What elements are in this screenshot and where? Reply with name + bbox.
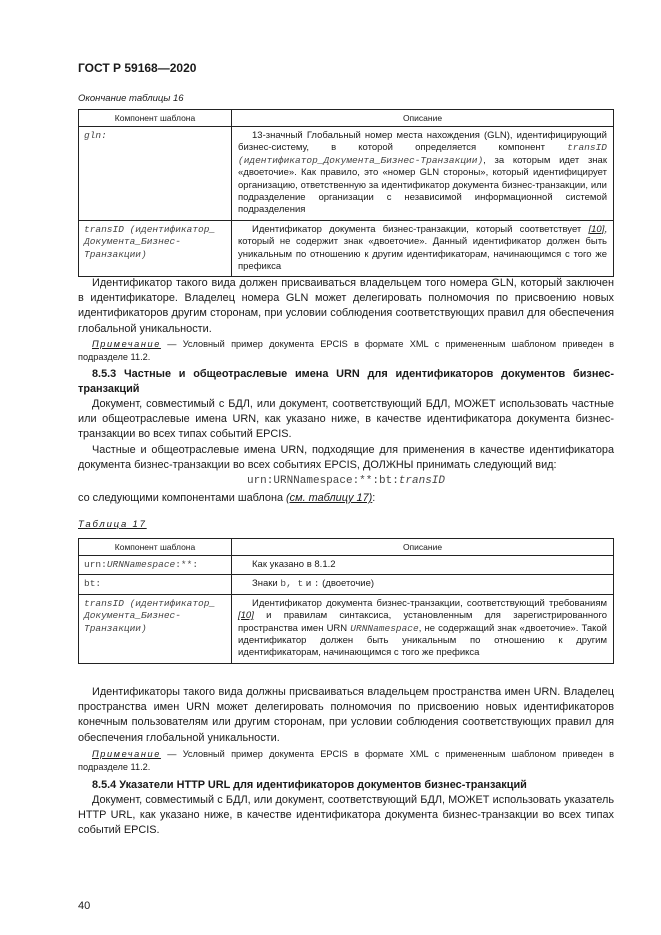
template-component-cell: transID (идентификатор_ Документа_Бизнес-Транзакции): [79, 220, 232, 277]
paragraph: со следующими компонентами шаблона (см. таблицу 17):: [78, 492, 376, 504]
paragraph: Идентификаторы такого вида должны присваиваться владельцем пространства имен URN. Владелец пространства имен URN может делегировать полномочия по присвоению новых идентификаторов конечным пользователям или другим сторонам, при условии соблюдения соответствующих правил для обеспечения глобальной уникальности.: [78, 686, 614, 744]
table-16-caption: Окончание таблицы 16: [78, 93, 184, 104]
reference-link: (см. таблицу 17): [286, 492, 373, 504]
note: Примечание — Условный пример документа EPCIS в формате XML с примененным шаблоном приведен в подразделе 11.2.: [78, 749, 614, 772]
table-row: [79, 594, 614, 663]
column-header: Компонент шаблона: [79, 539, 232, 556]
urn-template-line: urn:URNNamespace:**:bt:transID: [246, 475, 446, 487]
template-component-cell: urn:URNNamespace:**:: [79, 556, 232, 575]
template-component-cell: bt:: [79, 575, 232, 594]
paragraph: Идентификатор такого вида должен присваиваться владельцем того номера GLN, который заключен в идентификаторе. Владелец номера GLN может делегировать полномочия по присвоению новых идентификаторов другим сторонам, при условии соблюдения соответствующих правил для обеспечения глобальной уникальности.: [78, 277, 614, 335]
paragraph: Документ, совместимый с БДЛ, или документ, соответствующий БДЛ, МОЖЕТ использовать частные или общеотраслевые имена URN, как указано ниже, в качестве идентификатора документа бизнес-транзакции во всех типах событий EPCIS.: [78, 398, 614, 441]
description-cell: Идентификатор документа бизнес-транзакции, соответствующий требованиям [10] и правилам синтаксиса, установленным для зарегистрированного пространства имен URN URNNamespace, не содержащий знак «двоеточие». Такой идентификатор должен быть уникальным по отношению к другим идентификаторам, начинающимся с того же префикса: [232, 594, 614, 663]
table-row: [79, 220, 614, 277]
column-header: Описание: [232, 110, 614, 127]
template-component-cell: gln:: [79, 127, 232, 221]
table-17: [78, 538, 614, 664]
table-16: [78, 109, 614, 277]
description-cell: 13-значный Глобальный номер места нахождения (GLN), идентифицирующий бизнес-систему, в которой определяется компонент transID (идентификатор_Документа_Бизнес-Транзакции), за которым идет знак «двоеточие». Как правило, это «номер GLN стороны», который идентифицирует организацию, ответственную за идентификатор документа бизнес-транзакции, или подразделение организации с независимой информационной системой подразделения: [232, 127, 614, 221]
column-header: Компонент шаблона: [79, 110, 232, 127]
table-row: [79, 575, 614, 594]
description-cell: Идентификатор документа бизнес-транзакции, который соответствует [10], который не содержит знак «двоеточие». Данный идентификатор должен быть уникальным по отношению к другим идентификаторам, начинающимся с того же префикса: [232, 220, 614, 277]
table-header-row: [79, 110, 614, 127]
paragraph: Частные и общеотраслевые имена URN, подходящие для применения в качестве идентификатора документа бизнес-транзакции во всех событиях EPCIS, ДОЛЖНЫ принимать следующий вид:: [78, 444, 614, 472]
reference-link: [10]: [588, 223, 605, 235]
document-header: ГОСТ Р 59168—2020: [78, 61, 197, 75]
table-header-row: [79, 539, 614, 556]
description-cell: Как указано в 8.1.2: [232, 556, 614, 575]
column-header: Описание: [232, 539, 614, 556]
note: Примечание — Условный пример документа EPCIS в формате XML с примененным шаблоном приведен в подразделе 11.2.: [78, 339, 614, 362]
section-heading-8-5-3: 8.5.3 Частные и общеотраслевые имена URN для идентификаторов документов бизнес-транзакций: [78, 368, 614, 396]
table-17-caption: Таблица 17: [78, 519, 147, 530]
paragraph: Документ, совместимый с БДЛ, или документ, соответствующий БДЛ, МОЖЕТ использовать указатель HTTP URL, как указано ниже, в качестве идентификатора документа бизнес-транзакции во всех типах событий EPCIS.: [78, 794, 614, 837]
table-row: [79, 556, 614, 575]
reference-link: [10]: [238, 610, 254, 622]
section-heading-8-5-4: 8.5.4 Указатели HTTP URL для идентификаторов документов бизнес-транзакций: [92, 779, 527, 791]
template-component-cell: transID (идентификатор_ Документа_Бизнес-Транзакции): [79, 594, 232, 663]
description-cell: Знаки b, t и : (двоеточие): [232, 575, 614, 594]
page-number: 40: [78, 900, 91, 912]
table-row: [79, 127, 614, 221]
